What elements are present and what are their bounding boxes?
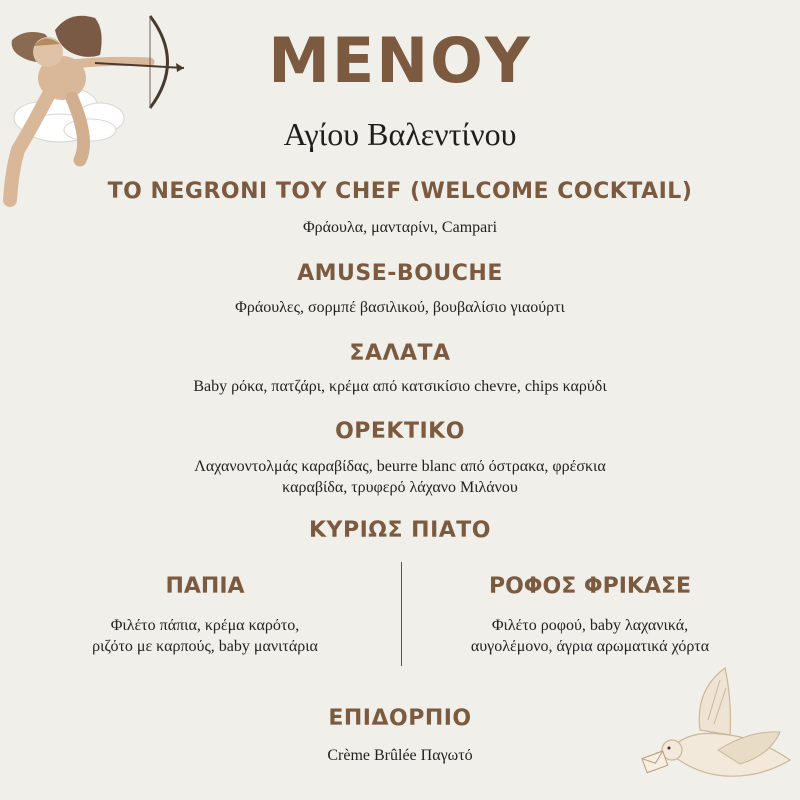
dessert-heading: ΕΠΙΔΟΡΠΙΟ xyxy=(328,706,472,731)
duck-heading: ΠΑΠΙΑ xyxy=(165,574,245,599)
grouper-description-line1: Φιλέτο ροφού, baby λαχανικά, xyxy=(491,617,689,634)
amuse-bouche-description: Φράουλες, σορμπέ βασιλικού, βουβαλίσιο γιαούρτι xyxy=(235,299,565,316)
amuse-bouche-heading: AMUSE-BOUCHE xyxy=(297,261,503,286)
duck-description-line2: ριζότο με καρπούς, baby μανιτάρια xyxy=(92,638,318,655)
menu-title: ΜΕΝΟΥ xyxy=(268,24,532,97)
salad-heading: ΣΑΛΑΤΑ xyxy=(349,341,451,366)
grouper-heading: ΡΟΦΟΣ ΦΡΙΚΑΣΕ xyxy=(488,574,692,599)
cocktail-description: Φράουλα, μανταρίνι, Campari xyxy=(302,219,498,236)
duck-description-line1: Φιλέτο πάπια, κρέμα καρότο, xyxy=(110,617,300,634)
appetizer-description-line2: καραβίδα, τρυφερό λάχανο Μιλάνου xyxy=(282,479,518,496)
appetizer-description-line1: Λαχανοντολμάς καραβίδας, beurre blanc από όστρακα, φρέσκια xyxy=(194,458,606,475)
menu-subtitle: Αγίου Βαλεντίνου xyxy=(283,116,517,152)
dessert-description: Crème Brûlée Παγωτό xyxy=(327,747,473,764)
appetizer-heading: ΟΡΕΚΤΙΚΟ xyxy=(335,419,465,444)
course-divider xyxy=(401,562,402,666)
dove-with-letter-icon xyxy=(640,660,800,800)
cocktail-heading: ΤΟ NEGRONI ΤΟΥ CHEF (WELCOME COCKTAIL) xyxy=(107,179,693,204)
main-course-heading: ΚΥΡΙΩΣ ΠΙΑΤΟ xyxy=(308,518,491,543)
grouper-description-line2: αυγολέμονο, άγρια αρωματικά χόρτα xyxy=(470,638,710,655)
salad-description: Baby ρόκα, πατζάρι, κρέμα από κατσικίσιο chevre, chips καρύδι xyxy=(193,378,607,395)
